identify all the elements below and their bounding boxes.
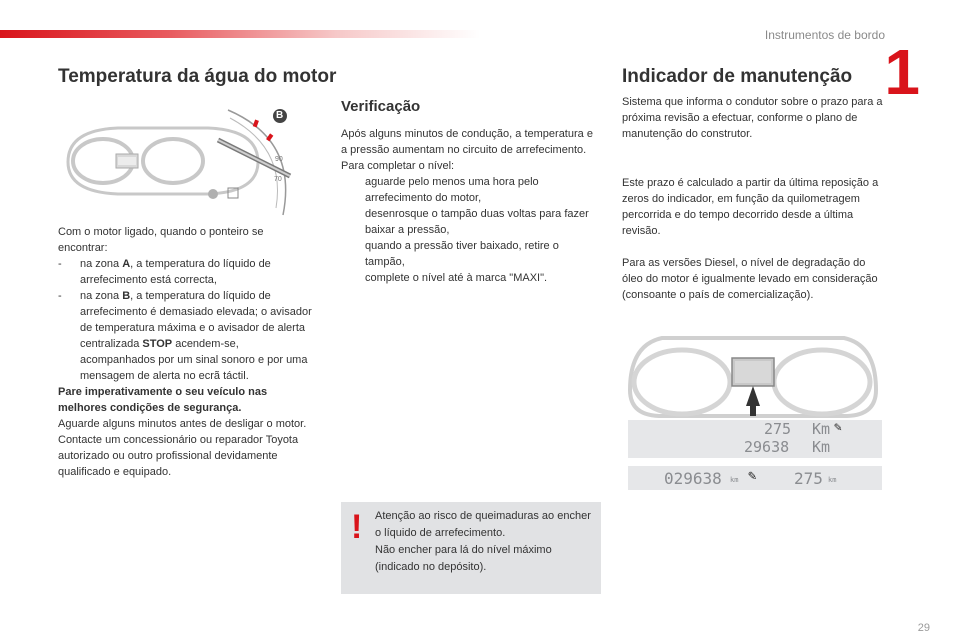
left-body bbox=[58, 224, 314, 480]
header-color-bar bbox=[0, 30, 480, 38]
right-title: Indicador de manutenção bbox=[622, 66, 853, 87]
right-paragraph-3: Para as versões Diesel, o nível de degradação do óleo do motor é igualmente levado em consideração (consoante o país de comercialização). bbox=[622, 257, 878, 301]
zone-a-item: - na zona A, a temperatura do líquido de arrefecimento está correcta, bbox=[58, 258, 271, 286]
list-item: desenrosque o tampão duas voltas para fazer baixar a pressão, bbox=[365, 208, 589, 236]
maintenance-display-2: 029638 km ✎ 275 km bbox=[628, 466, 882, 490]
right-paragraph-2: Este prazo é calculado a partir da última reposição a zeros do indicador, em função da quilometragem percorrida e do tempo decorrido desde a última revisão. bbox=[622, 177, 879, 237]
warning-icon: ! bbox=[351, 508, 363, 546]
right-paragraph-1: Sistema que informa o condutor sobre o prazo para a próxima revisão a efectuar, conforme o plano de manutenção do construtor. bbox=[622, 96, 883, 140]
middle-paragraph-1: Após alguns minutos de condução, a temperatura e a pressão aumentam no circuito de arrefecimento. bbox=[341, 128, 593, 156]
page-number: 29 bbox=[917, 622, 930, 634]
gauge-70-label: 70 bbox=[274, 176, 282, 183]
left-title: Temperatura da água do motor bbox=[58, 66, 337, 87]
zone-b-item: - na zona B, a temperatura do líquido de arrefecimento é demasiado elevada; o avisador de temperatura máxima e o avisador de alerta centralizada STOP acendem-se, acompanhados por um sinal sonoro e por uma mensagem de alerta no ecrã táctil. bbox=[58, 290, 312, 382]
list-item: quando a pressão tiver baixado, retire o tampão, bbox=[365, 240, 559, 268]
wrench-icon: ✎ bbox=[748, 468, 757, 484]
warning-box bbox=[341, 502, 601, 594]
list-item: complete o nível até à marca "MAXI". bbox=[365, 272, 548, 284]
maintenance-display-1: 275 Km ✎ 29638 Km bbox=[628, 420, 882, 458]
safety-note: Pare imperativamente o seu veículo nas melhores condições de segurança. bbox=[58, 386, 268, 414]
warning-text: Atenção ao risco de queimaduras ao encher o líquido de arrefecimento. Não encher para lá do nível máximo (indicado no depósito). bbox=[375, 510, 591, 573]
instrument-panel-illustration bbox=[622, 330, 884, 420]
gauge-90-label: 90 bbox=[275, 156, 283, 163]
list-item: aguarde pelo menos uma hora pelo arrefecimento do motor, bbox=[365, 176, 539, 204]
left-paragraph-2: Contacte um concessionário ou reparador Toyota autorizado ou outro profissional devidamente qualificado e equipado. bbox=[58, 434, 299, 478]
section-title: Instrumentos de bordo bbox=[764, 28, 885, 42]
middle-paragraph-2: Para completar o nível: bbox=[341, 160, 455, 172]
chapter-number: 1 bbox=[884, 36, 920, 108]
middle-body bbox=[341, 126, 599, 286]
wrench-icon: ✎ bbox=[834, 420, 842, 435]
left-intro: Com o motor ligado, quando o ponteiro se encontrar: bbox=[58, 226, 264, 254]
gauge-zone-b-label: B bbox=[276, 110, 284, 121]
left-paragraph-1: Aguarde alguns minutos antes de desligar o motor. bbox=[58, 418, 307, 430]
middle-title: Verificação bbox=[341, 98, 421, 115]
